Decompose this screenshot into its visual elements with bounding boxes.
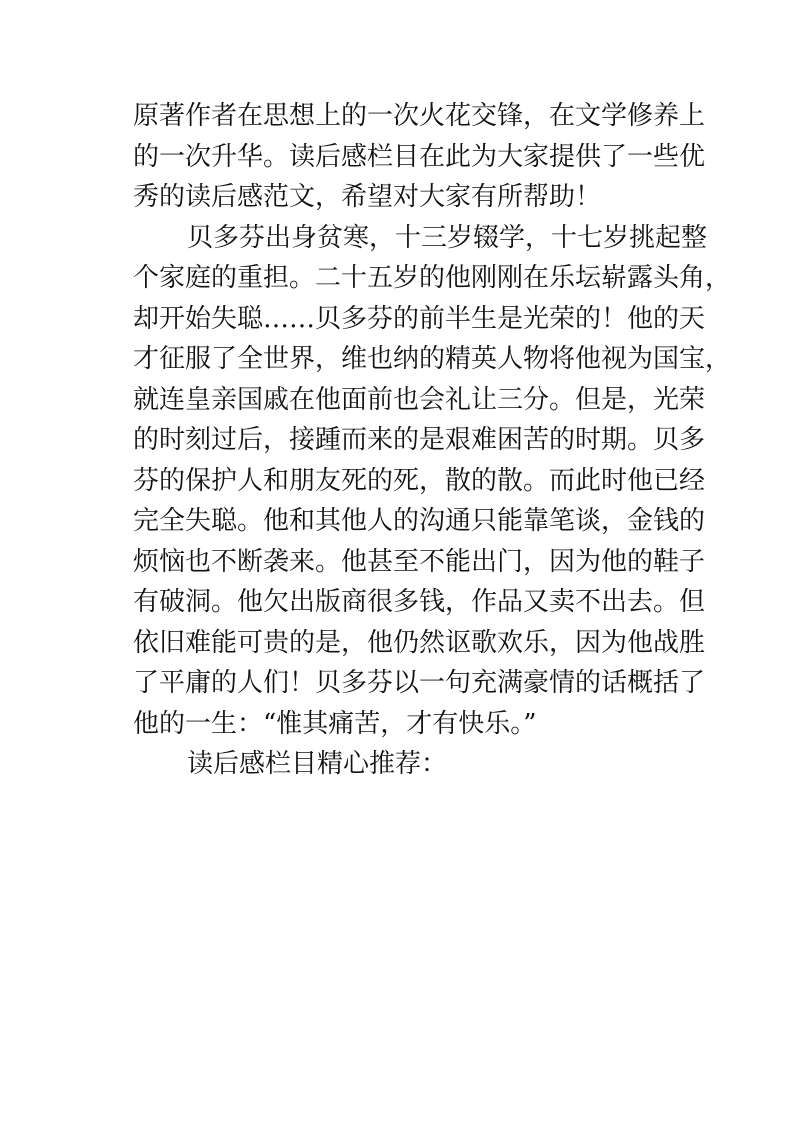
beethoven-paragraph <box>133 218 732 745</box>
text-line: 就连皇亲国戚在他面前也会礼让三分。但是，光荣 <box>133 384 706 415</box>
text-line: 秀的读后感范文，希望对大家有所帮助！ <box>133 182 602 212</box>
recommendation-paragraph <box>133 744 673 785</box>
article-body <box>133 96 732 785</box>
text-line: 却开始失聪……贝多芬的前半生是光荣的！他的天 <box>133 303 706 334</box>
text-line: 贝多芬出身贫寒，十三岁辍学，十七岁挑起整 <box>187 222 708 253</box>
text-line: 芬的保护人和朋友死的死，散的散。而此时他已经 <box>133 465 706 496</box>
text-line: 原著作者在思想上的一次火花交锋，在文学修养上 <box>133 101 706 131</box>
text-line: 个家庭的重担。二十五岁的他刚刚在乐坛崭露头角， <box>133 263 732 293</box>
text-line: 烦恼也不断袭来。他甚至不能出门，因为他的鞋子 <box>133 546 706 577</box>
text-line: 有破洞。他欠出版商很多钱，作品又卖不出去。但 <box>133 587 706 617</box>
text-line: 读后感栏目精心推荐： <box>187 749 448 779</box>
text-line: 完全失聪。他和其他人的沟通只能靠笔谈，金钱的 <box>133 506 706 536</box>
text-line: 了平庸的人们！贝多芬以一句充满豪情的话概括了 <box>133 668 706 698</box>
text-line: 的时刻过后，接踵而来的是艰难困苦的时期。贝多 <box>133 425 706 455</box>
intro-paragraph <box>133 96 706 218</box>
text-line: 他的一生：“惟其痛苦，才有快乐。” <box>133 708 537 739</box>
text-line: 依旧难能可贵的是，他仍然讴歌欢乐，因为他战胜 <box>133 627 706 658</box>
text-line: 的一次升华。读后感栏目在此为大家提供了一些优 <box>133 141 706 172</box>
text-line: 才征服了全世界，维也纳的精英人物将他视为国宝， <box>133 344 732 374</box>
